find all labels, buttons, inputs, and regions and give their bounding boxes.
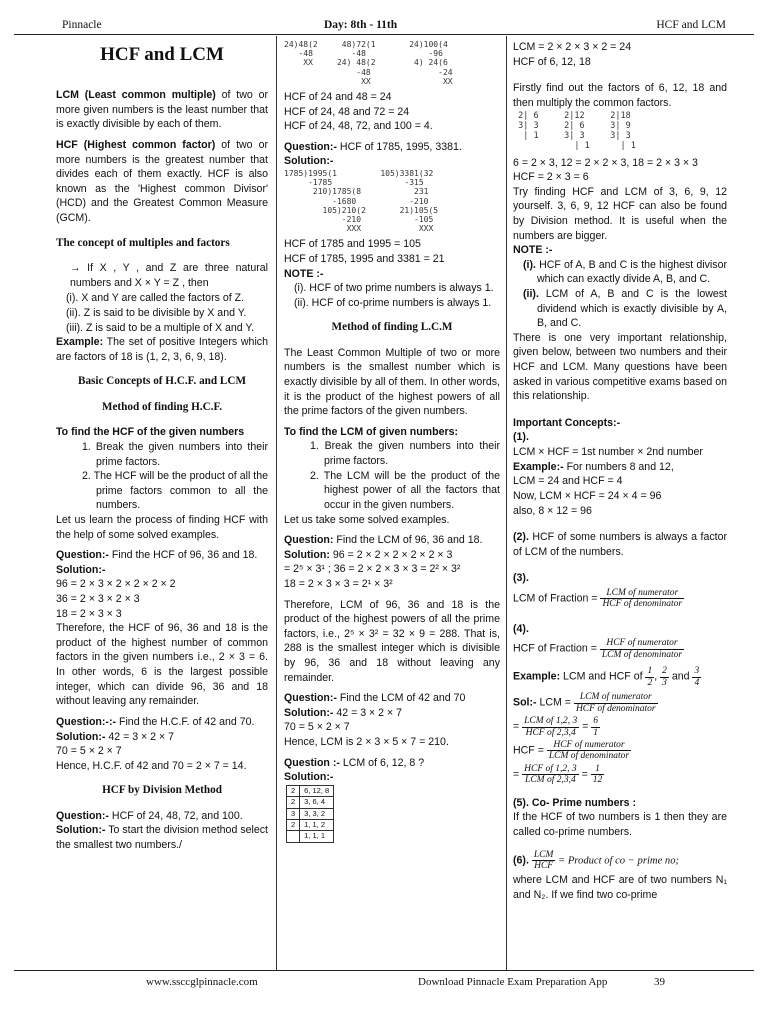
- page-number: 39: [654, 976, 665, 988]
- sol-hcf-value: = $\frac{\text{HCF of 1,2, 3}}{\text{LCM of 2,3,4}}$ = $\frac{1}{12}$: [513, 763, 603, 786]
- note-item: (ii). HCF of co-prime numbers is always 1.: [294, 296, 492, 309]
- learn-text: Let us learn the process of finding HCF with the help of some solved examples.: [56, 513, 268, 541]
- solution-line: Solution:- To start the division method select the smallest two numbers./: [56, 824, 268, 852]
- method-lcm-heading: Method of finding L.C.M: [331, 321, 453, 334]
- step: 1. Break the given numbers into their prime factors.: [310, 440, 500, 468]
- firstly-text: Firstly find out the factors of 6, 12, 18 and then multiply the common factors.: [513, 82, 727, 109]
- page-footer: [14, 970, 754, 993]
- question: Question:- Find the LCM of 42 and 70: [284, 692, 466, 705]
- lcm-fraction-formula: LCM of Fraction = $\frac{\text{LCM of numerator}}{\text{HCF of denominator}}$: [513, 587, 683, 610]
- hcf-result: HCF of 24, 48 and 72 = 24: [284, 105, 410, 118]
- solved-text: Let us take some solved examples.: [284, 513, 450, 526]
- solution-label: Solution:-: [56, 563, 106, 576]
- step: 1. Break the given numbers into their prime factors.: [82, 440, 268, 468]
- find-hcf-heading: To find the HCF of the given numbers: [56, 426, 245, 439]
- solution-label: Solution:-: [284, 155, 334, 168]
- concept-2: (2). HCF of some numbers is always a factor of LCM of the numbers.: [513, 531, 727, 558]
- note-label: NOTE :-: [284, 267, 324, 280]
- column-2: [284, 40, 500, 968]
- question: Question:-:- Find the H.C.F. of 42 and 70.: [56, 715, 255, 728]
- concept-item: (i). X and Y are called the factors of Z.: [66, 292, 245, 305]
- concept-example: Example:- For numbers 8 and 12,: [513, 460, 674, 473]
- method-hcf-heading: Method of finding H.C.F.: [101, 400, 223, 413]
- concept-6-text: where LCM and HCF are of two numbers N₁ and N₂. If we find two co-prime: [513, 874, 727, 901]
- header-day: Day: 8th - 11th: [324, 19, 398, 31]
- division-heading: HCF by Division Method: [102, 784, 222, 797]
- hcf-line: HCF = 2 × 3 = 6: [513, 171, 589, 184]
- page-header: [14, 12, 754, 35]
- concept-6: (6). $\frac{\text{LCM}}{\text{HCF}}$ = Product of co − prime no;: [513, 849, 680, 871]
- fraction: $\frac{2}{3}$: [662, 666, 667, 688]
- fraction: $\frac{6}{1}$: [593, 716, 599, 738]
- footer-app: Download Pinnacle Exam Preparation App: [418, 976, 608, 988]
- hcf-definition: HCF (Highest common factor) of two or more numbers is the greatest number that divides each of them exactly. HCF is also known as the 'Highest common Divisor' (HCD) and the Greatest Common Measure (GCM).: [56, 139, 268, 225]
- sol-lcm-value: = $\frac{\text{LCM of 1,2, 3}}{\text{HCF of 2,3,4}}$ = $\frac{6}{1}$: [513, 716, 599, 738]
- lcm-division-table: [286, 785, 334, 843]
- factor-line: 96 = 2 × 3 × 2 × 2 × 2 × 2: [56, 578, 176, 591]
- question: Question:- HCF of 24, 48, 72, and 100.: [56, 809, 243, 822]
- fraction: $\frac{1}{2}$: [647, 666, 653, 688]
- factor-grid: 2| 6 2|12 2|18 3| 3 2| 6 3| 9 | 1 3| 3 3| 3 | 1 | 1: [518, 111, 636, 151]
- note-item: (ii). LCM of A, B and C is the lowest dividend which is exactly divisible by A, B, and C.: [523, 287, 727, 330]
- factor-line: 18 = 2 × 3 × 3: [56, 607, 122, 620]
- table-row: 3 3, 3, 2: [287, 808, 334, 819]
- try-text: Try finding HCF and LCM of 3, 6, 9, 12 yourself. 3, 6, 9, 12 HCF can also be found by Division method. It is useful when the numbers are bigger.: [513, 185, 727, 242]
- page-title: HCF and LCM: [100, 44, 224, 65]
- factor-line: 70 = 5 × 2 × 7: [56, 745, 122, 758]
- table-row: 1, 1, 1: [287, 831, 334, 842]
- factor-line: = 2⁵ × 3¹ ; 36 = 2 × 2 × 3 × 3 = 2² × 3²: [284, 563, 461, 576]
- page: [14, 12, 754, 1012]
- column-1: [56, 40, 268, 968]
- question: Question:- Find the HCF of 96, 36 and 18.: [56, 549, 258, 562]
- hcf-result: HCF of 1785, 1995 and 3381 = 21: [284, 252, 445, 265]
- relationship-text: There is one very important relationship, given below, between two numbers and their HCF and LCM. Many questions have been asked in various competitive exams based on this relationship.: [513, 331, 727, 403]
- sol-lcm: Sol:- LCM = $\frac{\text{LCM of numerator}}{\text{HCF of denominator}}$: [513, 692, 656, 714]
- division-working: 24)48(2 48)72(1 24)100(4 -48 -48 -96 XX 24) 48(2 4) 24(6 -48 -24 XX XX: [284, 40, 453, 86]
- find-lcm-heading: To find the LCM of given numbers:: [284, 425, 458, 438]
- sol-hcf: HCF = $\frac{\text{HCF of numerator}}{\text{LCM of denominator}}$: [513, 739, 630, 762]
- concept-number: (4).: [513, 622, 529, 635]
- table-row: 2 3, 6, 4: [287, 797, 334, 808]
- footer-website[interactable]: www.ssccglpinnacle.com: [146, 976, 258, 988]
- hence-line: Hence, H.C.F. of 42 and 70 = 2 × 7 = 14.: [56, 759, 247, 772]
- concept-text: LCM × HCF = 1st number × 2nd number: [513, 446, 703, 459]
- fraction: $\frac{\text{LCM of numerator}}{\text{HCF of denominator}}$: [602, 587, 683, 610]
- concept-item: (ii). Z is said to be divisible by X and Y.: [66, 306, 247, 319]
- factor-line: 36 = 2 × 3 × 2 × 3: [56, 593, 140, 606]
- solution-line: Solution:- 42 = 3 × 2 × 7: [56, 730, 175, 743]
- coprime-text: If the HCF of two numbers is 1 then they are called co-prime numbers.: [513, 811, 727, 838]
- therefore-text: Therefore, the HCF of 96, 36 and 18 is the product of the highest number of common factors in the given numbers i.e., 2 × 3 = 6. In other words, 6 is the largest possible integer, which can divide 96, 36 and 18 without leaving any remainder.: [56, 622, 268, 708]
- fraction: $\frac{\text{HCF of numerator}}{\text{LCM of denominator}}$: [601, 638, 683, 660]
- hcf-result: HCF of 24, 48, 72, and 100 = 4.: [284, 120, 433, 133]
- coprime-heading: (5). Co- Prime numbers :: [513, 796, 637, 809]
- table-row: 2 1, 1, 2: [287, 819, 334, 830]
- table-row: 2 6, 12, 8: [287, 785, 334, 796]
- column-3: [513, 40, 727, 968]
- note-item: (i). HCF of A, B and C is the highest divisor which can exactly divide A, B, and C.: [523, 258, 727, 286]
- hence-line: Hence, LCM is 2 × 3 × 5 × 7 = 210.: [284, 736, 449, 749]
- factor-line: 18 = 2 × 3 × 3 = 2¹ × 3²: [284, 577, 393, 590]
- therefore-text: Therefore, LCM of 96, 36 and 18 is the product of the highest powers of all the prime factors, i.e., 2⁵ × 3² = 32 × 9 = 288. That is, 288 is the smallest integer which is divisible by 96, 36 and 18 without leaving any remainder.: [284, 598, 500, 684]
- hcf-fraction-formula: HCF of Fraction = $\frac{\text{HCF of numerator}}{\text{LCM of denominator}}$: [513, 638, 683, 660]
- lcm-paragraph: The Least Common Multiple of two or more numbers is the smallest number which is exactly divisible by all of them. In other words, it is the product of the highest powers of all the prime factors of the given numbers.: [284, 346, 500, 418]
- fraction-example: Example: LCM and HCF of $\frac{1}{2}$ , $\frac{2}{3}$ and $\frac{3}{4}$: [513, 666, 700, 688]
- important-heading: Important Concepts:-: [513, 416, 621, 429]
- fraction: $\frac{1}{12}$: [592, 763, 603, 786]
- question: Question :- LCM of 6, 12, 8 ?: [284, 756, 425, 769]
- factor-line: 6 = 2 × 3, 12 = 2 × 2 × 3, 18 = 2 × 3 × 3: [513, 156, 698, 169]
- concept-line: LCM = 24 and HCF = 4: [513, 475, 623, 488]
- example: Example: The set of positive Integers which are factors of 18 is (1, 2, 3, 6, 9, 18).: [56, 336, 268, 363]
- concept-line: also, 8 × 12 = 96: [513, 504, 592, 517]
- concept-heading: The concept of multiples and factors: [56, 236, 230, 249]
- note-item: (i). HCF of two prime numbers is always 1.: [294, 282, 494, 295]
- solution-label: Solution:-: [284, 771, 334, 784]
- solution-line: Solution: 96 = 2 × 2 × 2 × 2 × 2 × 3: [284, 548, 453, 561]
- header-topic: HCF and LCM: [656, 19, 726, 31]
- concept-item: (iii). Z is said to be a multiple of X and Y.: [66, 321, 255, 334]
- question: Question: Find the LCM of 96, 36 and 18.: [284, 534, 483, 547]
- column-divider: [276, 36, 277, 970]
- question: Question:- HCF of 1785, 1995, 3381.: [284, 140, 462, 153]
- fraction: $\frac{\text{HCF of numerator}}{\text{LCM of denominator}}$: [548, 739, 630, 762]
- hcf-result: HCF of 1785 and 1995 = 105: [284, 238, 421, 251]
- solution-line: Solution:- 42 = 3 × 2 × 7: [284, 706, 403, 719]
- fraction: $\frac{\text{LCM of 1,2, 3}}{\text{HCF of 2,3,4}}$: [524, 716, 578, 738]
- fraction: $\frac{\text{HCF of 1,2, 3}}{\text{LCM of 2,3,4}}$: [524, 763, 577, 786]
- basic-concepts-heading: Basic Concepts of H.C.F. and LCM: [77, 375, 247, 388]
- lcm-line: LCM = 2 × 2 × 3 × 2 = 24: [513, 41, 632, 53]
- header-brand: Pinnacle: [62, 19, 102, 31]
- fraction: $\frac{\text{LCM}}{\text{HCF}}$: [533, 849, 554, 871]
- concept-intro: → If X , Y , and Z are three natural numbers and X × Y = Z , then: [70, 262, 268, 289]
- factor-line: 70 = 5 × 2 × 7: [284, 721, 350, 734]
- concept-number: (1).: [513, 431, 529, 444]
- step: 2. The LCM will be the product of the highest power of all the factors that occur in the given numbers.: [310, 469, 500, 511]
- column-divider: [506, 36, 507, 970]
- fraction: $\frac{3}{4}$: [694, 666, 700, 688]
- hcf-of-line: HCF of 6, 12, 18: [513, 55, 591, 68]
- concept-number: (3).: [513, 572, 529, 585]
- division-working: 1785)1995(1 105)3381(32 -1785 -315 210)1785(8 231 -1680 -210 105)210(2 21)105(5 -210 -105 XXX XXX: [284, 168, 439, 234]
- note-label: NOTE :-: [513, 244, 553, 257]
- lcm-definition: LCM (Least common multiple) of two or more given numbers is the least number that is exactly divisible by each of them.: [56, 89, 268, 131]
- fraction: $\frac{\text{LCM of numerator}}{\text{HCF of denominator}}$: [575, 692, 656, 714]
- step: 2. The HCF will be the product of all the prime factors common to all the numbers.: [82, 470, 268, 512]
- hcf-result: HCF of 24 and 48 = 24: [284, 90, 392, 103]
- concept-line: Now, LCM × HCF = 24 × 4 = 96: [513, 489, 662, 502]
